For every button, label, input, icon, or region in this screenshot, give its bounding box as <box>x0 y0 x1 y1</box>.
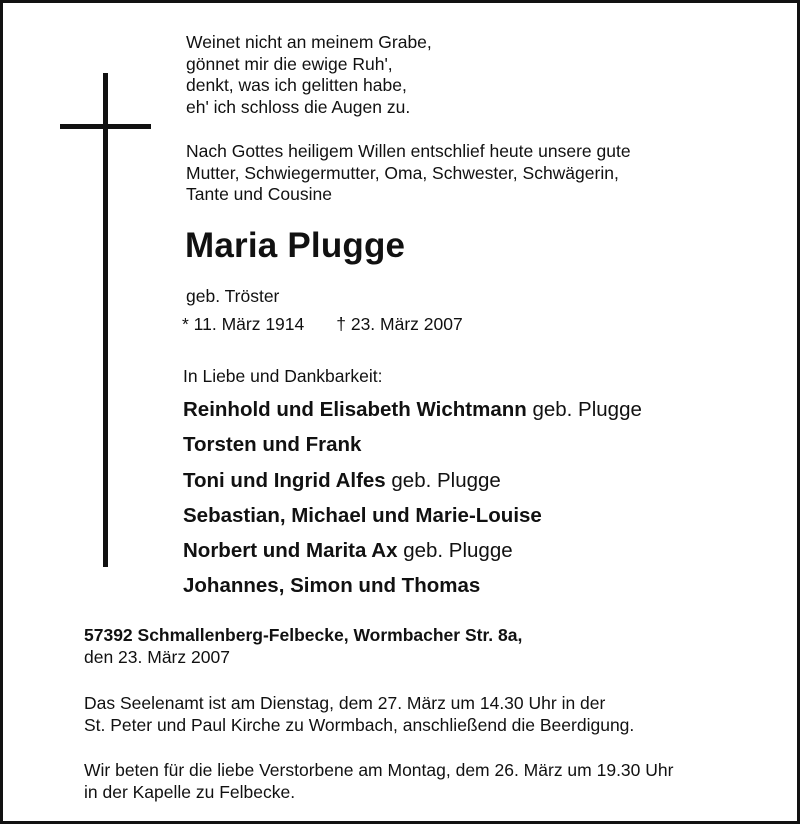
announcement-line: Nach Gottes heiligem Willen entschlief heute unsere gute <box>186 141 631 161</box>
address-street: 57392 Schmallenberg-Felbecke, Wormbacher Str. 8a, <box>84 625 523 645</box>
mourner-names: Torsten und Frank <box>183 433 362 457</box>
funeral-notice <box>84 692 634 736</box>
cross-icon-vertical <box>103 73 108 567</box>
prayer-line: Wir beten für die liebe Verstorbene am Montag, dem 26. März um 19.30 Uhr <box>84 760 674 780</box>
mourner-line <box>183 498 642 533</box>
life-dates <box>182 314 463 335</box>
maiden-name: geb. Tröster <box>186 286 280 306</box>
cross-icon-horizontal <box>60 124 151 129</box>
mourner-names: Reinhold und Elisabeth Wichtmann <box>183 398 527 421</box>
address-block <box>84 624 522 668</box>
mourner-suffix: geb. Plugge <box>385 468 501 492</box>
announcement <box>186 141 631 206</box>
mourners-intro: In Liebe und Dankbarkeit: <box>183 366 383 386</box>
mourner-line <box>183 392 642 427</box>
poem-line: denkt, was ich gelitten habe, <box>186 75 407 95</box>
deceased-name: Maria Plugge <box>185 226 406 265</box>
poem-line: Weinet nicht an meinem Grabe, <box>186 32 432 52</box>
mourner-line <box>183 568 642 603</box>
address-date: den 23. März 2007 <box>84 647 230 667</box>
prayer-notice <box>84 759 673 803</box>
mourner-line <box>183 427 642 462</box>
announcement-line: Mutter, Schwiegermutter, Oma, Schwester, Schwägerin, <box>186 162 619 183</box>
mourner-line <box>183 533 642 568</box>
announcement-line: Tante und Cousine <box>186 184 332 204</box>
mourners-list <box>183 392 642 604</box>
death-date: † 23. März 2007 <box>336 314 463 334</box>
mourner-names: Toni und Ingrid Alfes <box>183 468 386 492</box>
prayer-line: in der Kapelle zu Felbecke. <box>84 782 296 802</box>
mourner-names: Johannes, Simon und Thomas <box>183 574 481 598</box>
funeral-line: St. Peter und Paul Kirche zu Wormbach, anschließend die Beerdigung. <box>84 715 635 735</box>
mourner-suffix: geb. Plugge <box>526 398 642 421</box>
birth-date: * 11. März 1914 <box>182 314 305 334</box>
mourner-suffix: geb. Plugge <box>397 539 513 563</box>
mourner-line <box>183 463 642 498</box>
poem-line: gönnet mir die ewige Ruh', <box>186 53 393 74</box>
mourner-names: Norbert und Marita Ax <box>183 539 398 563</box>
mourner-names: Sebastian, Michael und Marie-Louise <box>183 503 542 527</box>
poem <box>186 32 432 118</box>
poem-line: eh' ich schloss die Augen zu. <box>186 96 411 117</box>
funeral-line: Das Seelenamt ist am Dienstag, dem 27. März um 14.30 Uhr in der <box>84 693 606 713</box>
